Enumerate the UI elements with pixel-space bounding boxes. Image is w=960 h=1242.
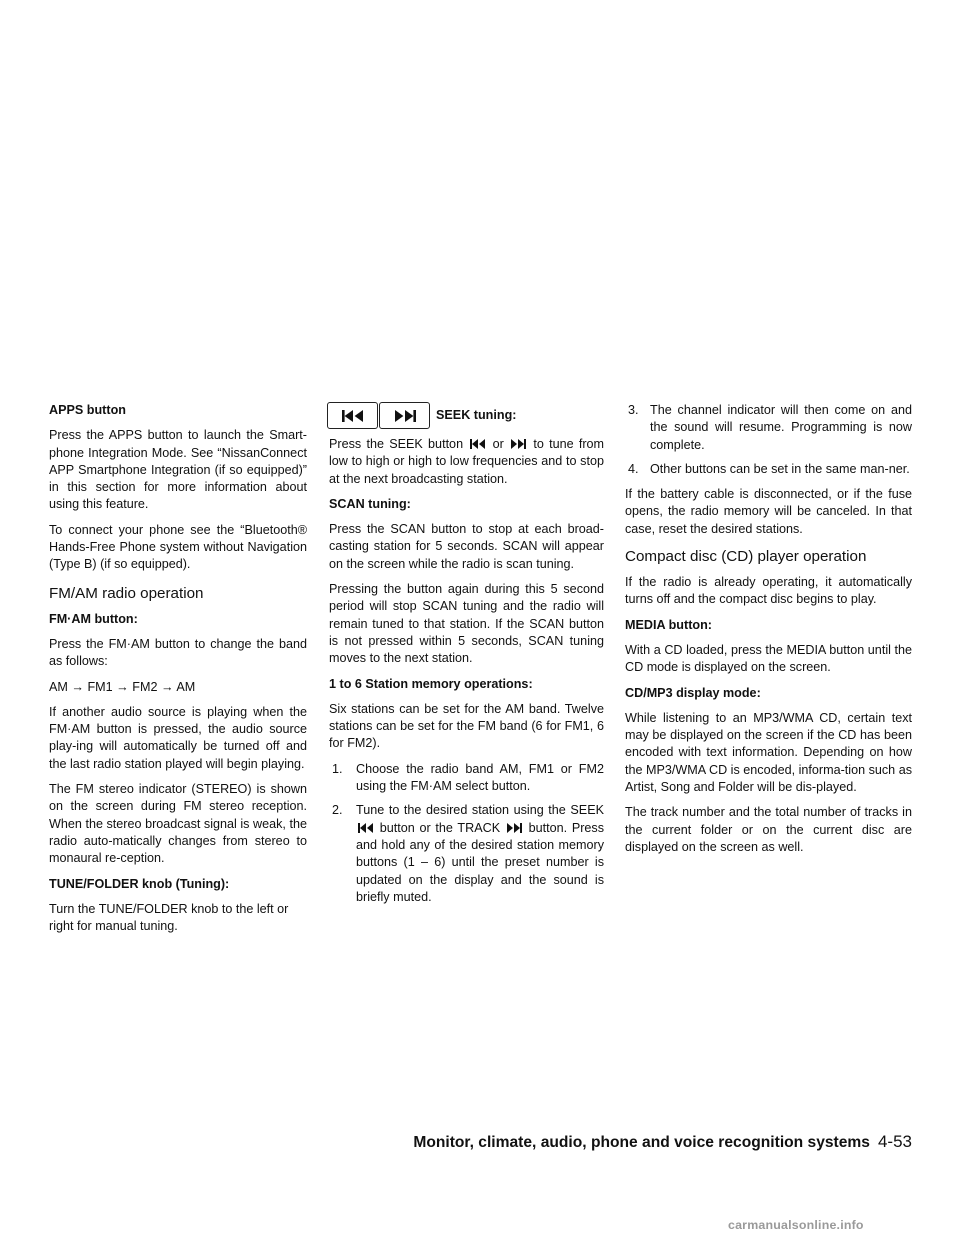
fm-paragraph-2: If another audio source is playing when the FM·AM button is pressed, the audio source play-ing will automatically be turned off and the last radio station played will begin playing. — [49, 704, 307, 771]
list-item — [329, 761, 604, 796]
memory-steps — [329, 761, 604, 906]
apps-paragraph-2: To connect your phone see the “Bluetooth® Hands-Free Phone system without Navigation (Type B) (if so equipped). — [49, 522, 307, 572]
step-text: The channel indicator will then come on and the sound will resume. Programming is now complete. — [650, 403, 912, 452]
step-text: Other buttons can be set in the same man-ner. — [650, 461, 910, 476]
seek-text-a: Press the SEEK button — [329, 437, 464, 451]
step-number: 1. — [332, 761, 343, 776]
page-footer — [0, 1132, 912, 1152]
fm-section-title: FM/AM radio operation — [49, 584, 204, 602]
tune-paragraph: Turn the TUNE/FOLDER knob to the left or right for manual tuning. — [49, 901, 289, 934]
scan-heading: SCAN tuning: — [329, 496, 411, 511]
media-paragraph: With a CD loaded, press the MEDIA button until the CD mode is displayed on the screen. — [625, 642, 912, 675]
memory-steps-continued — [625, 402, 912, 478]
list-item — [625, 402, 912, 454]
step-text-c: button. Press and hold any of the desired station memory buttons (1 – 6) until the preset number is updated on the display and the sound is briefly muted. — [356, 820, 605, 904]
cd-paragraph: If the radio is already operating, it automatically turns off and the compact disc begins to play. — [625, 575, 912, 607]
list-item — [329, 802, 604, 906]
step-text-a: Tune to the desired station using the SEEK — [356, 803, 604, 818]
mp3-paragraph-2: The track number and the total number of tracks in the current folder or on the current disc are displayed on the screen as well. — [625, 805, 912, 854]
watermark: carmanualsonline.info — [728, 1218, 864, 1232]
step-number: 3. — [628, 403, 639, 417]
seek-heading: SEEK tuning: — [436, 407, 517, 422]
mp3-paragraph-1: While listening to an MP3/WMA CD, certain text may be displayed on the screen if the CD has been encoded with text information. Depending on how the MP3/WMA CD is encoded, informa-tion such as Artist, Song and Folder will be dis-played. — [625, 710, 912, 795]
fm-button-heading: FM·AM button: — [49, 611, 138, 626]
fm-paragraph-1: Press the FM·AM button to change the band as follows: — [49, 636, 307, 669]
apps-heading: APPS button — [49, 403, 126, 417]
column-right — [625, 402, 912, 864]
scan-paragraph-1: Press the SCAN button to stop at each broad-casting station for 5 seconds. SCAN will appear on the screen while the radio is scan tuning. — [329, 522, 604, 571]
skip-back-icon — [358, 823, 373, 833]
step-number: 4. — [628, 461, 639, 476]
seek-back-button-illustration — [327, 402, 378, 429]
skip-forward-icon — [392, 409, 418, 423]
skip-forward-icon — [507, 823, 522, 833]
seek-text-b: to tune from low to high or high to low frequencies and to stop at the next broadcasting station. — [329, 437, 605, 486]
seek-header — [327, 402, 604, 429]
column-left — [49, 402, 307, 943]
skip-back-icon — [340, 409, 366, 423]
memory-paragraph: Six stations can be set for the AM band. Twelve stations can be set for the FM band (6 for FM1, 6 for FM2). — [329, 701, 604, 751]
band-sequence: AM → FM1 → FM2 → AM — [49, 679, 196, 694]
footer-section-title: Monitor, climate, audio, phone and voice recognition systems — [413, 1134, 870, 1151]
step-text-b: button or the TRACK — [379, 820, 501, 835]
cd-section-title: Compact disc (CD) player operation — [625, 548, 867, 566]
mp3-heading: CD/MP3 display mode: — [625, 685, 761, 700]
step-number: 2. — [332, 803, 343, 818]
skip-forward-icon — [511, 439, 526, 449]
memory-heading: 1 to 6 Station memory operations: — [329, 676, 533, 691]
seek-text-or: or — [492, 437, 504, 451]
step-text: Choose the radio band AM, FM1 or FM2 using the FM·AM select button. — [356, 761, 604, 794]
battery-paragraph: If the battery cable is disconnected, or if the fuse opens, the radio memory will be canceled. In that case, reset the desired stations. — [625, 487, 912, 536]
scan-paragraph-2: Pressing the button again during this 5 second period will stop SCAN tuning and the radio will remain tuned to that station. If the SCAN button is not pressed within 5 seconds, SCAN tuning moves to the next station. — [329, 582, 604, 666]
seek-forward-button-illustration — [379, 402, 430, 429]
skip-back-icon — [470, 439, 485, 449]
list-item — [625, 461, 912, 478]
apps-paragraph-1: Press the APPS button to launch the Smart-phone Integration Mode. See “NissanConnect APP Smartphone Integration (if so equipped)” in this section for more information about using this feature. — [49, 428, 307, 512]
media-heading: MEDIA button: — [625, 617, 712, 632]
tune-heading: TUNE/FOLDER knob (Tuning): — [49, 876, 230, 891]
column-middle — [329, 402, 604, 914]
seek-paragraph — [329, 436, 604, 488]
page-number: 4-53 — [877, 1132, 912, 1151]
fm-paragraph-3: The FM stereo indicator (STEREO) is shown on the screen during FM stereo reception. When the stereo broadcast signal is weak, the radio auto-matically changes from stereo to monaural re-ception. — [49, 782, 307, 866]
